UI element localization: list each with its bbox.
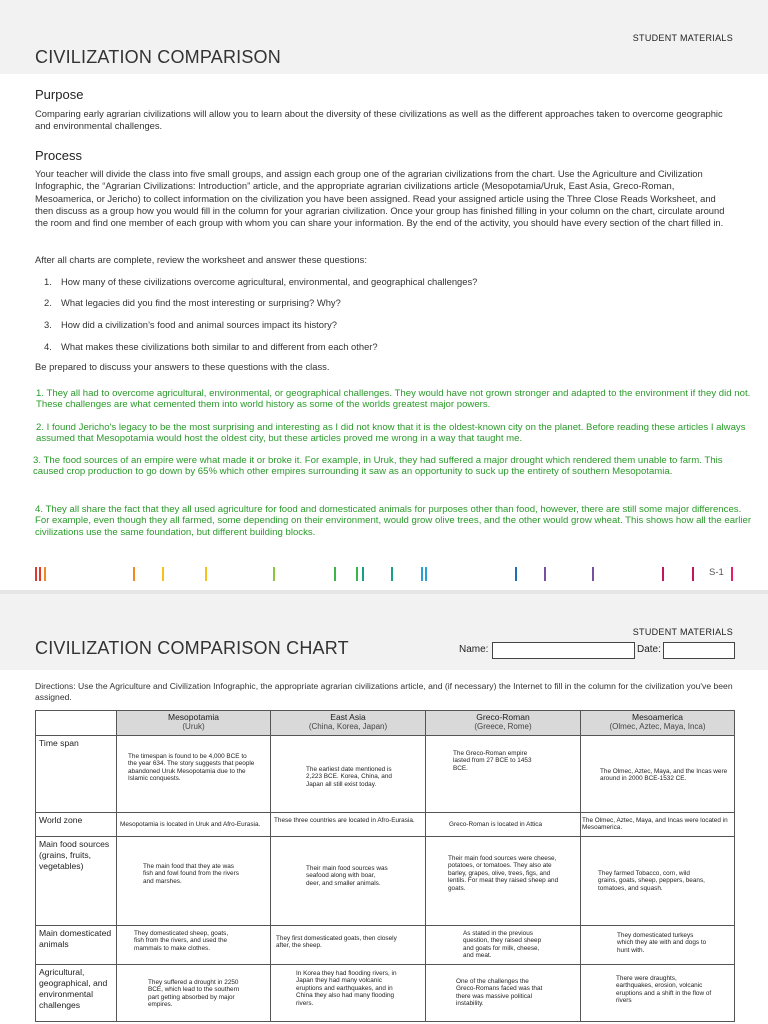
table-cell[interactable] <box>426 837 581 926</box>
header-blank-cell <box>36 711 117 736</box>
cell-text: The earliest date mentioned is 2,223 BCE. Korea, China, and Japan all still exist today. <box>306 766 392 788</box>
table-cell[interactable] <box>426 965 581 1022</box>
color-bar <box>592 567 594 581</box>
cell-text: The Greco-Roman empire lasted from 27 BCE to 1453 BCE. <box>453 750 532 772</box>
color-bar <box>39 567 41 581</box>
table-cell[interactable] <box>117 837 271 926</box>
table-cell[interactable] <box>426 736 581 813</box>
table-row <box>36 736 735 813</box>
color-bar <box>133 567 135 581</box>
row-label: World zone <box>36 813 117 837</box>
table-row <box>36 965 735 1022</box>
cell-text: They suffered a drought in 2250 BCE, which lead to the southern part getting absorbed by major empires. <box>148 979 240 1009</box>
column-header: East Asia (China, Korea, Japan) <box>271 711 426 736</box>
row-label: Main food sources (grains, fruits, vegetables) <box>36 837 117 926</box>
student-materials-tag: STUDENT MATERIALS <box>632 627 733 637</box>
column-header: Mesopotamia (Uruk) <box>117 711 271 736</box>
cell-text: The timespan is found to be 4,000 BCE to the year 634. The story suggests that people abandoned Uruk Mesopotamia due to the Islamic conquests. <box>128 753 255 783</box>
table-cell[interactable] <box>117 813 271 837</box>
cell-text: The Olmec, Aztec, Maya, and the Incas were around in 2000 BCE-1532 CE. <box>600 768 728 783</box>
table-row <box>36 813 735 837</box>
table-cell[interactable] <box>581 926 735 965</box>
cell-text: In Korea they had flooding rivers, in Japan they had many volcanic eruptions and earthquakes, and in China they also had many flooding rivers. <box>296 970 397 1007</box>
name-field[interactable] <box>492 642 635 659</box>
color-bar <box>425 567 427 581</box>
answer-2: 2. I found Jericho's legacy to be the most surprising and interesting as I did not know that it is the oldest-known city on the planet. Before reading these articles I always assumed that Mesopotamia would host the oldest city, but these articles proved me wrong in a way that taught me. <box>36 422 746 445</box>
date-label: Date: <box>637 644 661 655</box>
color-bar <box>334 567 336 581</box>
cell-text: Greco-Roman is located in Attica <box>449 821 543 828</box>
table-cell[interactable] <box>271 813 426 837</box>
answer-3: 3. The food sources of an empire were what made it or broke it. For example, in Uruk, they had suffered a major drought which rendered them unable to farm. This caused crop production to go down by 65% which other empires surrounding it saw as an opportunity to suck up the entirety of southern Mesopotamia. <box>33 455 723 478</box>
table-cell[interactable] <box>426 813 581 837</box>
table-cell[interactable] <box>581 837 735 926</box>
question-item: 4. What makes these civilizations both similar to and different from each other? <box>44 341 378 352</box>
cell-text: There were draughts, earthquakes, erosion, volcanic eruptions and a shift in the flow of rivers <box>616 975 712 1005</box>
table-cell[interactable] <box>271 965 426 1022</box>
cell-text: They farmed Tobacco, corn, wild grains, goats, sheep, peppers, beans, tomatoes, and squash. <box>598 870 705 892</box>
process-text: Your teacher will divide the class into five small groups, and assign each group one of the agrarian civilizations from the chart. Use the Agriculture and Civilization Infographic, the “Agrarian Civilizations: Introduction” article, and the appropriate agrarian civilizations article (Mesopotamia/Uruk, East Asia, Greco-Roman, Mesoamerica, or Jericho) to collect information on the civilization you have been assigned. Read your assigned article using the Three Close Reads Worksheet, and then discuss as a group how you would fill in the column for your agrarian civilization. Once your group has finished filling in your column on the chart, circulate around the room and find one member of each group with whom you can share your information. By the end of the activity, you should have every section of the chart filled in. <box>35 168 725 229</box>
cell-text: As stated in the previous question, they raised sheep and goats for milk, cheese, and meat. <box>463 930 542 960</box>
color-bar <box>692 567 694 581</box>
cell-text: The main food that they ate was fish and fowl found from the rivers and marshes. <box>143 863 239 885</box>
directions-label: Directions <box>35 681 74 691</box>
table-cell[interactable] <box>271 837 426 926</box>
cell-text: These three countries are located in Afro-Eurasia. <box>274 817 415 824</box>
cell-text: Their main food sources were cheese, potatoes, or tomatoes. They also ate barley, grapes, olive, trees, figs, and lentils. For meat they raised sheep and goats. <box>448 855 559 892</box>
question-item: 3. How did a civilization’s food and animal sources impact its history? <box>44 319 337 330</box>
answer-4: 4. They all share the fact that they all used agriculture for food and domesticated animals for purposes other than food, however, there are still some major differences. For example, even though they all farmed, some depending on their environment, would grow olive trees, and the other would grow wheat. This shows how all the earlier civilizations use the same foundation, but different building blocks. <box>35 504 752 538</box>
column-header: Mesoamerica (Olmec, Aztec, Maya, Inca) <box>581 711 735 736</box>
answer-1: 1. They all had to overcome agricultural, environmental, or geographical challenges. They would have not grown stronger and adapted to the environment if they did not. These challenges are what cemented them into world history as some of the worlds greatest major powers. <box>36 388 751 411</box>
color-bar <box>273 567 275 581</box>
table-cell[interactable] <box>426 926 581 965</box>
chart-page-title: CIVILIZATION COMPARISON CHART <box>35 638 349 658</box>
after-charts-text: After all charts are complete, review the worksheet and answer these questions: <box>35 254 367 265</box>
question-item: 2. What legacies did you find the most interesting or surprising? Why? <box>44 297 341 308</box>
row-label: Main domesticated animals <box>36 926 117 965</box>
process-heading: Process <box>35 148 82 163</box>
color-bar <box>162 567 164 581</box>
color-bar <box>731 567 733 581</box>
row-label: Agricultural, geographical, and environmental challenges <box>36 965 117 1022</box>
comparison-table <box>35 710 735 1022</box>
table-cell[interactable] <box>117 965 271 1022</box>
name-label: Name: <box>459 644 489 655</box>
question-item: 1. How many of these civilizations overcome agricultural, environmental, and geographical challenges? <box>44 276 478 287</box>
cell-text: One of the challenges the Greco-Romans faced was that there was massive political instability. <box>456 978 543 1008</box>
table-cell[interactable] <box>117 926 271 965</box>
color-bar <box>35 567 37 581</box>
color-bar-strip <box>0 563 768 583</box>
row-label: Time span <box>36 736 117 813</box>
page-title: CIVILIZATION COMPARISON <box>35 47 281 67</box>
color-bar <box>362 567 364 581</box>
directions-text: Directions: Use the Agriculture and Civilization Infographic, the appropriate agrarian civilizations article, and (if necessary) the Internet to fill in the column for the civilization you've been assigned. <box>35 681 733 702</box>
cell-text: They domesticated turkeys which they ate with and dogs to hunt with. <box>617 932 707 954</box>
color-bar <box>205 567 207 581</box>
table-row <box>36 837 735 926</box>
color-bar <box>544 567 546 581</box>
table-header-row <box>36 711 735 736</box>
cell-text: The Olmec, Aztec, Maya, and Incas were located in Mesoamerica. <box>582 817 728 832</box>
table-row <box>36 926 735 965</box>
table-cell[interactable] <box>117 736 271 813</box>
student-materials-tag: STUDENT MATERIALS <box>632 33 733 43</box>
color-bar <box>44 567 46 581</box>
color-bar <box>515 567 517 581</box>
cell-text: They first domesticated goats, then closely after, the sheep. <box>276 935 397 950</box>
cell-text: Their main food sources was seafood along with boar, deer, and smaller animals. <box>306 865 388 887</box>
table-cell[interactable] <box>581 965 735 1022</box>
table-cell[interactable] <box>581 736 735 813</box>
color-bar <box>421 567 423 581</box>
color-bar <box>662 567 664 581</box>
prepare-text: Be prepared to discuss your answers to these questions with the class. <box>35 361 330 372</box>
color-bar <box>391 567 393 581</box>
cell-text: Mesopotamia is located in Uruk and Afro-Eurasia. <box>120 821 261 828</box>
cell-text: They domesticated sheep, goats, fish from the rivers, and used the mammals to make clothes. <box>134 930 229 952</box>
date-field[interactable] <box>663 642 735 659</box>
color-bar <box>356 567 358 581</box>
table-cell[interactable] <box>271 736 426 813</box>
table-cell[interactable] <box>271 926 426 965</box>
table-cell[interactable] <box>581 813 735 837</box>
purpose-text: Comparing early agrarian civilizations will allow you to learn about the diversity of these civilizations as well as the different approaches taken to overcome geographic and environmental challenges. <box>35 108 723 132</box>
page-number: S-1 <box>709 567 724 578</box>
column-header: Greco-Roman (Greece, Rome) <box>426 711 581 736</box>
purpose-heading: Purpose <box>35 87 84 102</box>
